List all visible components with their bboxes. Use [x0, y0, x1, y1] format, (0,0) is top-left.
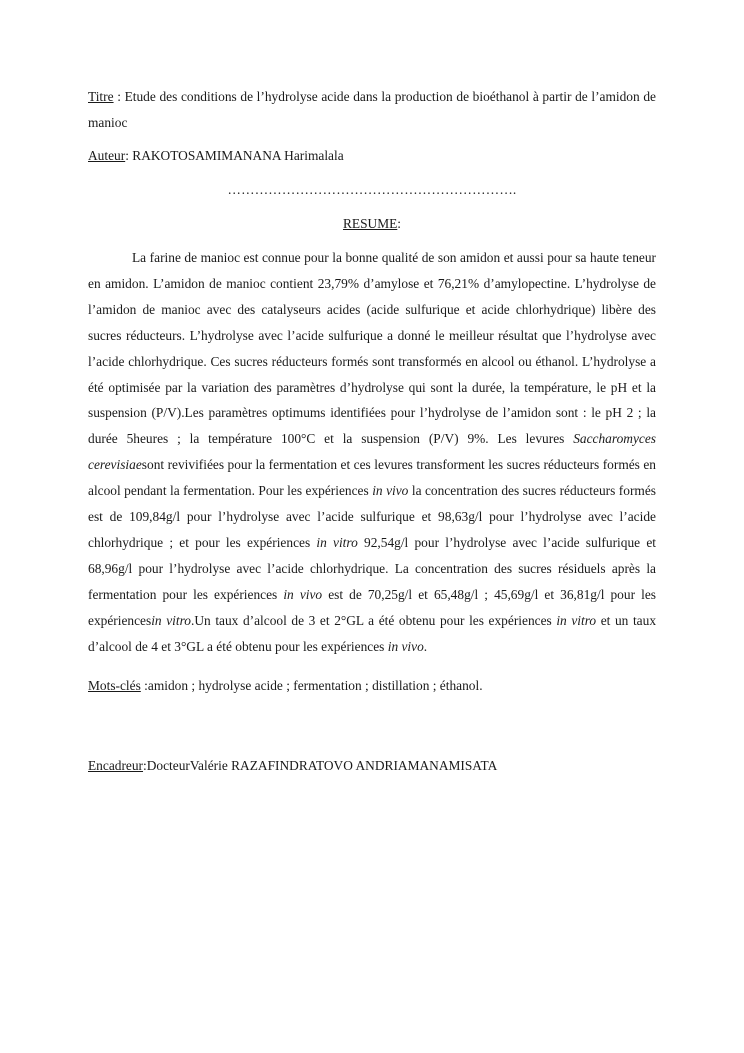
abstract-part-1: La farine de manioc est connue pour la bonne qualité de son amidon et aussi pour sa haute teneur en amidon. L’amidon de manioc contient 23,79% d’amylose et 76,21% d’amylopectine. L’hydrolyse de l’amidon de manioc avec des catalyseurs acides (acide sulfurique et acide chlorhydrique) libère des sucres réducteurs. L’hydrolyse avec l’acide sulfurique a donné le meilleur résultat que l’hydrolyse avec l’acide chlorhydrique. Ces sucres réducteurs formés sont transformés en alcool ou éthanol. L’hydrolyse a été optimisée par la variation des paramètres d’hydrolyse qui sont la durée, la température, le pH et la suspension (P/V).Les paramètres optimums identifiées pour l’hydrolyse de l’amidon sont : le pH 2 ; la durée 5heures ; la température 100°C et la suspension (P/V) 9%. Les levures — [88, 250, 656, 447]
keywords-text: :amidon ; hydrolyse acide ; fermentation ; distillation ; éthanol. — [140, 677, 483, 693]
supervisor-label: Encadreur — [88, 757, 144, 773]
document-page — [88, 84, 656, 792]
abstract-part-2: sont revivifiées pour la fermentation et ces levures transforment les sucres réducteurs formés en alcool pendant la fermentation. Pour les expériences — [88, 457, 656, 499]
species-name: Saccharomyces cerevisiae — [88, 431, 656, 473]
in-vitro-term-2: in vitro — [151, 612, 192, 628]
abstract-heading — [88, 211, 656, 237]
abstract-part-3: la concentration des sucres réducteurs formés est de 109,84g/l pour l’hydrolyse avec l’acide sulfurique et 98,63g/l pour l’hydrolyse avec l’acide chlorhydrique ; et pour les expériences — [88, 483, 656, 550]
abstract-heading-text: RESUME — [342, 216, 398, 231]
title-label: Titre — [88, 89, 114, 104]
abstract-paragraph — [88, 245, 656, 660]
in-vitro-term-1: in vitro — [316, 534, 358, 550]
title-line — [88, 84, 656, 136]
document-title: Etude des conditions de l’hydrolyse acide dans la production de bioéthanol à partir de l’amidon de manioc — [88, 89, 656, 130]
in-vivo-term-2: in vivo — [283, 586, 323, 602]
author-label: Auteur — [88, 148, 126, 163]
in-vitro-term-3: in vitro — [556, 612, 597, 628]
keywords-line — [88, 673, 656, 699]
supervisor-line — [88, 753, 656, 779]
dotted-separator: ………………………………………………………. — [227, 182, 517, 197]
abstract-part-5: est de 70,25g/l et 65,48g/l ; 45,69g/l et 36,81g/l pour les expériences — [88, 586, 656, 628]
abstract-part-8: . — [423, 638, 428, 654]
keywords-label: Mots-clés — [88, 677, 141, 693]
author-separator: : — [125, 148, 133, 163]
abstract-heading-suffix: : — [397, 216, 402, 231]
author-name: RAKOTOSAMIMANANA Harimalala — [132, 148, 344, 163]
in-vivo-term-3: in vivo — [387, 638, 424, 654]
author-line — [88, 143, 656, 169]
abstract-part-7: et un taux d’alcool de 4 et 3°GL a été obtenu pour les expériences — [88, 612, 657, 654]
title-separator: : — [113, 89, 125, 104]
abstract-part-4: 92,54g/l pour l’hydrolyse avec l’acide sulfurique et 68,96g/l pour l’hydrolyse avec l’acide chlorhydrique. La concentration des sucres résiduels après la fermentation pour les expériences — [88, 534, 656, 602]
supervisor-name: :DocteurValérie RAZAFINDRATOVO ANDRIAMANAMISATA — [143, 757, 498, 773]
in-vivo-term-1: in vivo — [372, 483, 409, 499]
abstract-part-6: .Un taux d’alcool de 3 et 2°GL a été obtenu pour les expériences — [191, 612, 557, 628]
